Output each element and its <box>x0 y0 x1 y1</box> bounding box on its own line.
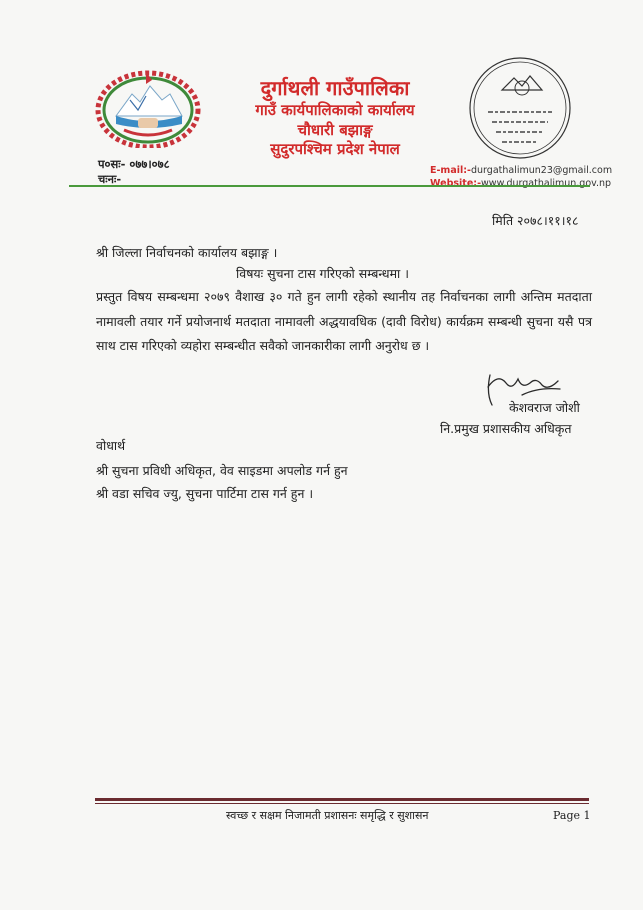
cc-heading: वोधार्थ <box>96 438 126 453</box>
reference-number: प०सः- ०७७।०७८ <box>98 157 170 171</box>
footer-motto: स्वच्छ र सक्षम निजामती प्रशासनः समृद्धि र सुशासन <box>226 809 429 822</box>
letter-body: प्रस्तुत विषय सम्बन्धमा २०७९ वैशाख ३० गते हुन लागी रहेको स्थानीय तह निर्वाचनका लागी अन्तिम मतदाता नामावली तयार गर्ने प्रयोजनार्थ मतदाता नामावली अद्धयावधिक (दावी विरोध) कार्यक्रम सम्बन्धी सुचना यसै पत्र साथ टास गरिएको व्यहोरा सम्बन्धीत सवैको जानकारीका लागी अनुरोध छ । <box>96 289 592 353</box>
website-line <box>430 178 611 189</box>
header-divider <box>69 185 590 187</box>
email-line <box>430 165 612 176</box>
dispatch-number: चःनः- <box>98 172 122 186</box>
website-label: Website:- <box>430 178 482 189</box>
email-label: E-mail:- <box>430 165 471 176</box>
municipality-name: दुर्गाथली गाउँपालिका <box>260 76 410 100</box>
page-number: Page 1 <box>553 809 591 822</box>
cc-item: श्री वडा सचिव ज्यु, सुचना पार्टिमा टास गर्न हुन । <box>96 486 314 501</box>
office-location: चौधारी बझाङ्ग <box>297 121 373 139</box>
letter-date: मिति २०७८।११।१८ <box>492 213 579 228</box>
signer-title: नि.प्रमुख प्रशासकीय अधिकृत <box>440 421 572 436</box>
footer-divider-thin <box>95 803 589 804</box>
addressee: श्री जिल्ला निर्वाचनको कार्यालय बझाङ्ग । <box>96 245 278 260</box>
official-seal-stamp <box>466 54 574 162</box>
footer-divider-thick <box>95 798 589 801</box>
signer-name: केशवराज जोशी <box>509 400 580 415</box>
nepal-emblem-logo <box>94 66 202 148</box>
province-name: सुदुरपश्चिम प्रदेश नेपाल <box>270 140 400 158</box>
office-name: गाउँ कार्यपालिकाको कार्यालय <box>255 101 415 119</box>
email-address[interactable]: durgathalimun23@gmail.com <box>471 165 613 176</box>
website-url[interactable]: www.durgathalimun.gov.np <box>481 178 612 189</box>
cc-item: श्री सुचना प्रविधी अधिकृत, वेव साइडमा अपलोड गर्न हुन <box>96 463 348 478</box>
letter-subject: विषयः सुचना टास गरिएको सम्बन्धमा । <box>236 266 409 281</box>
